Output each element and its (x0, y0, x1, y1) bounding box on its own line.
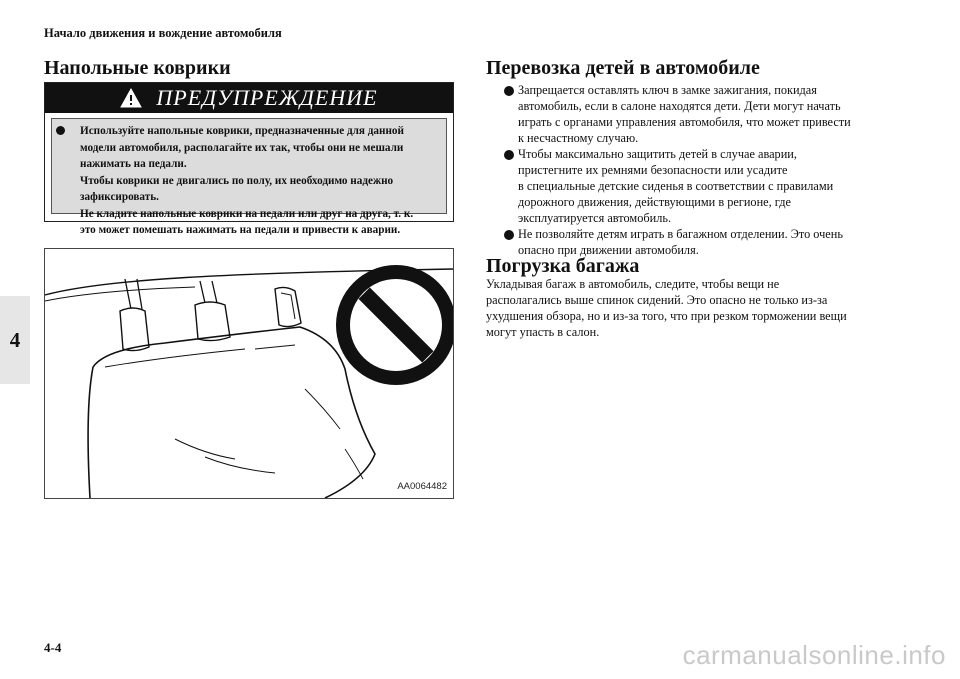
text-line: автомобиль, если в салоне находятся дети. Дети могут начать (518, 99, 841, 113)
text-line: опасно при движении автомобиля. (518, 243, 699, 257)
text-line: ухудшения обзора, но и из-за того, что при резком торможении вещи (486, 309, 847, 323)
bullet-icon (504, 230, 514, 240)
section-title-children: Перевозка детей в автомобиле (486, 57, 760, 79)
warning-line: Не кладите напольные коврики на педали или друг на друга, т. к. (80, 207, 414, 220)
warning-line: зафиксировать. (80, 191, 159, 203)
page-number: 4-4 (44, 640, 62, 655)
text-line: могут упасть в салон. (486, 325, 600, 339)
warning-header (45, 83, 453, 113)
warning-line: Используйте напольные коврики, предназначенные для данной (80, 125, 404, 137)
section-title-luggage: Погрузка багажа (486, 255, 640, 277)
children-bullet-list (486, 82, 906, 258)
text-line: располагались выше спинок сидений. Это опасно не только из-за (486, 293, 828, 307)
bullet-icon (504, 86, 514, 96)
luggage-paragraph (486, 276, 906, 340)
section-title-floor-mats: Напольные коврики (44, 57, 231, 79)
running-header: Начало движения и вождение автомобиля (44, 26, 282, 40)
watermark: carmanualsonline.info (682, 640, 946, 670)
warning-box (44, 82, 454, 236)
warning-line: Чтобы коврики не двигались по полу, их необходимо надежно (80, 174, 394, 187)
figure-code: AA0064482 (397, 481, 447, 492)
warning-line: модели автомобиля, располагайте их так, чтобы они не мешали (80, 141, 404, 154)
warning-content (51, 118, 447, 236)
warning-triangle-icon (120, 88, 142, 108)
text-line: в специальные детские сиденья в соответствии с правилами (518, 179, 834, 193)
warning-line: это может помешать нажимать на педали и привести к аварии. (80, 224, 401, 236)
text-line: Запрещается оставлять ключ в замке зажигания, покидая (518, 83, 817, 97)
warning-title: ПРЕДУПРЕЖДЕНИЕ (156, 85, 378, 110)
text-line: играть с органами управления автомобиля, что может привести (518, 115, 851, 129)
chapter-tab (0, 296, 30, 384)
text-line: к несчастному случаю. (518, 131, 639, 145)
bullet-icon (504, 150, 514, 160)
text-line: Не позволяйте детям играть в багажном отделении. Это очень (518, 227, 843, 241)
chapter-number: 4 (9, 327, 21, 352)
text-line: Укладывая багаж в автомобиль, следите, чтобы вещи не (486, 277, 780, 291)
text-line: Чтобы максимально защитить детей в случае аварии, (518, 147, 797, 161)
bullet-icon (56, 126, 65, 135)
floor-mat-illustration (44, 248, 454, 499)
text-line: дорожного движения, действующими в регионе, где (518, 195, 791, 209)
list-item (486, 226, 906, 258)
warning-line: нажимать на педали. (80, 158, 187, 170)
text-line: эксплуатируется автомобиль. (518, 211, 672, 225)
pedals-over-mat-drawing (45, 249, 453, 498)
text-line: пристегните их ремнями безопасности или усадите (518, 163, 788, 177)
list-item (486, 146, 906, 226)
list-item (486, 82, 906, 146)
